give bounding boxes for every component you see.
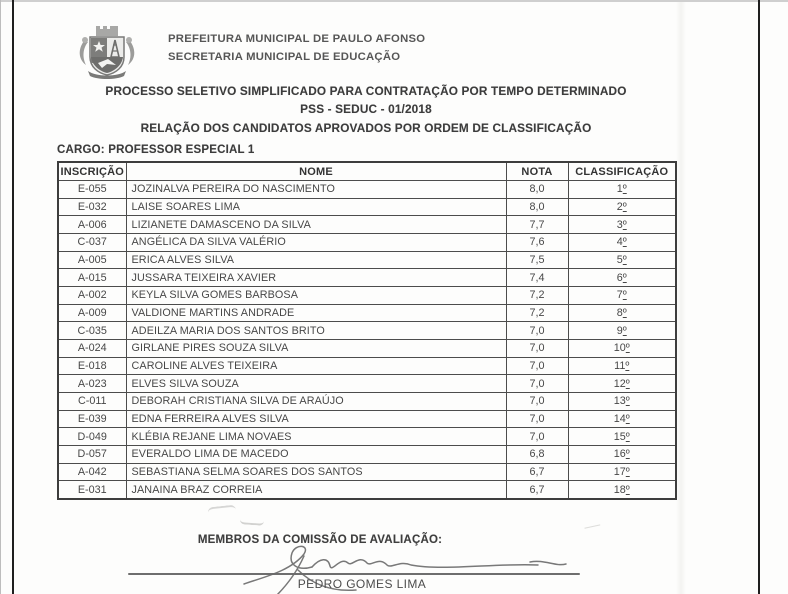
rank-cell: 5º [568, 251, 676, 269]
score-cell: 7,0 [506, 357, 568, 375]
name-cell: SEBASTIANA SELMA SOARES DOS SANTOS [126, 463, 506, 481]
score-cell: 7,0 [506, 375, 568, 393]
inscription-cell: D-049 [58, 428, 126, 446]
name-cell: ANGÉLICA DA SILVA VALÉRIO [126, 233, 506, 251]
table-row [58, 410, 676, 428]
rank-cell: 8º [568, 304, 676, 322]
inscription-cell: A-024 [58, 339, 126, 357]
name-cell: LAISE SOARES LIMA [126, 198, 506, 216]
scan-streak-artifact [676, 2, 686, 594]
name-cell: GIRLANE PIRES SOUZA SILVA [126, 339, 506, 357]
name-cell: JANAINA BRAZ CORREIA [126, 481, 506, 499]
score-cell: 7,7 [506, 216, 568, 234]
rank-cell: 16º [568, 445, 676, 463]
table-row [58, 481, 676, 499]
table-header-row [58, 162, 676, 181]
name-cell: DEBORAH CRISTIANA SILVA DE ARAÚJO [126, 392, 506, 410]
name-cell: EVERALDO LIMA DE MACEDO [126, 445, 506, 463]
rank-cell: 7º [568, 286, 676, 304]
inscription-cell: E-018 [58, 357, 126, 375]
committee-label: MEMBROS DA COMISSÃO DE AVALIAÇÃO: [197, 534, 443, 546]
inscription-cell: E-055 [58, 181, 126, 199]
inscription-cell: C-011 [58, 392, 126, 410]
table-row [58, 269, 676, 287]
header-nota: NOTA [506, 162, 568, 181]
inscription-cell: C-037 [58, 233, 126, 251]
table-row [58, 216, 676, 234]
table-row [58, 233, 676, 251]
table-row [58, 181, 676, 199]
name-cell: KEYLA SILVA GOMES BARBOSA [126, 286, 506, 304]
score-cell: 6,7 [506, 463, 568, 481]
rank-cell: 11º [568, 357, 676, 375]
org-line-1: PREFEITURA MUNICIPAL DE PAULO AFONSO [168, 33, 426, 45]
score-cell: 7,0 [506, 339, 568, 357]
cargo-label: CARGO: PROFESSOR ESPECIAL 1 [57, 144, 255, 156]
table-row [58, 322, 676, 340]
inscription-cell: A-042 [58, 463, 126, 481]
table-row [58, 445, 676, 463]
results-table-body [58, 181, 676, 500]
inscription-cell: E-032 [58, 198, 126, 216]
results-table [57, 161, 677, 500]
rank-cell: 9º [568, 322, 676, 340]
inscription-cell: A-009 [58, 304, 126, 322]
name-cell: ERICA ALVES SILVA [126, 251, 506, 269]
scan-speck [584, 524, 601, 534]
scan-edge-top [0, 0, 788, 2]
inscription-cell: E-039 [58, 410, 126, 428]
score-cell: 6,7 [506, 481, 568, 499]
scan-edge-left-line [12, 0, 14, 594]
inscription-cell: A-005 [58, 251, 126, 269]
inscription-cell: C-035 [58, 322, 126, 340]
name-cell: VALDIONE MARTINS ANDRADE [126, 304, 506, 322]
rank-cell: 17º [568, 463, 676, 481]
rank-cell: 2º [568, 198, 676, 216]
score-cell: 7,4 [506, 269, 568, 287]
score-cell: 7,0 [506, 428, 568, 446]
header-inscricao: INSCRIÇÃO [58, 162, 126, 181]
table-row [58, 339, 676, 357]
score-cell: 7,2 [506, 304, 568, 322]
scan-edge-left-outer [0, 0, 1, 594]
inscription-cell: A-002 [58, 286, 126, 304]
score-cell: 8,0 [506, 181, 568, 199]
name-cell: JUSSARA TEIXEIRA XAVIER [126, 269, 506, 287]
score-cell: 7,0 [506, 322, 568, 340]
scan-edge-right-line [758, 0, 760, 594]
inscription-cell: A-023 [58, 375, 126, 393]
rank-cell: 14º [568, 410, 676, 428]
signatory-name: PEDRO GOMES LIMA [297, 577, 427, 591]
name-cell: JOZINALVA PEREIRA DO NASCIMENTO [126, 181, 506, 199]
name-cell: ELVES SILVA SOUZA [126, 375, 506, 393]
table-row [58, 286, 676, 304]
header-classificacao: CLASSIFICAÇÃO [568, 162, 676, 181]
table-row [58, 392, 676, 410]
table-row [58, 304, 676, 322]
score-cell: 7,5 [506, 251, 568, 269]
rank-cell: 3º [568, 216, 676, 234]
inscription-cell: A-015 [58, 269, 126, 287]
document-title: PROCESSO SELETIVO SIMPLIFICADO PARA CONTRATAÇÃO POR TEMPO DETERMINADO [105, 84, 627, 98]
table-row [58, 251, 676, 269]
table-row [58, 357, 676, 375]
table-row [58, 428, 676, 446]
table-row [58, 375, 676, 393]
score-cell: 6,8 [506, 445, 568, 463]
org-line-2: SECRETARIA MUNICIPAL DE EDUCAÇÃO [168, 51, 401, 63]
name-cell: KLÉBIA REJANE LIMA NOVAES [126, 428, 506, 446]
inscription-cell: D-057 [58, 445, 126, 463]
rank-cell: 15º [568, 428, 676, 446]
score-cell: 8,0 [506, 198, 568, 216]
rank-cell: 13º [568, 392, 676, 410]
document-subtitle-edital: PSS - SEDUC - 01/2018 [300, 102, 432, 116]
rank-cell: 4º [568, 233, 676, 251]
municipal-coat-of-arms-icon [76, 23, 138, 81]
pencil-smudge [208, 505, 237, 518]
header-nome: NOME [126, 162, 506, 181]
inscription-cell: A-006 [58, 216, 126, 234]
rank-cell: 18º [568, 481, 676, 499]
name-cell: ADEILZA MARIA DOS SANTOS BRITO [126, 322, 506, 340]
rank-cell: 6º [568, 269, 676, 287]
table-row [58, 198, 676, 216]
pencil-smudge [240, 515, 265, 526]
score-cell: 7,0 [506, 410, 568, 428]
table-row [58, 463, 676, 481]
rank-cell: 10º [568, 339, 676, 357]
score-cell: 7,2 [506, 286, 568, 304]
score-cell: 7,0 [506, 392, 568, 410]
name-cell: EDNA FERREIRA ALVES SILVA [126, 410, 506, 428]
rank-cell: 12º [568, 375, 676, 393]
name-cell: CAROLINE ALVES TEIXEIRA [126, 357, 506, 375]
name-cell: LIZIANETE DAMASCENO DA SILVA [126, 216, 506, 234]
score-cell: 7,6 [506, 233, 568, 251]
inscription-cell: E-031 [58, 481, 126, 499]
rank-cell: 1º [568, 181, 676, 199]
document-subtitle-relacao: RELAÇÃO DOS CANDIDATOS APROVADOS POR ORDEM DE CLASSIFICAÇÃO [140, 121, 592, 135]
organization-header [168, 30, 425, 66]
